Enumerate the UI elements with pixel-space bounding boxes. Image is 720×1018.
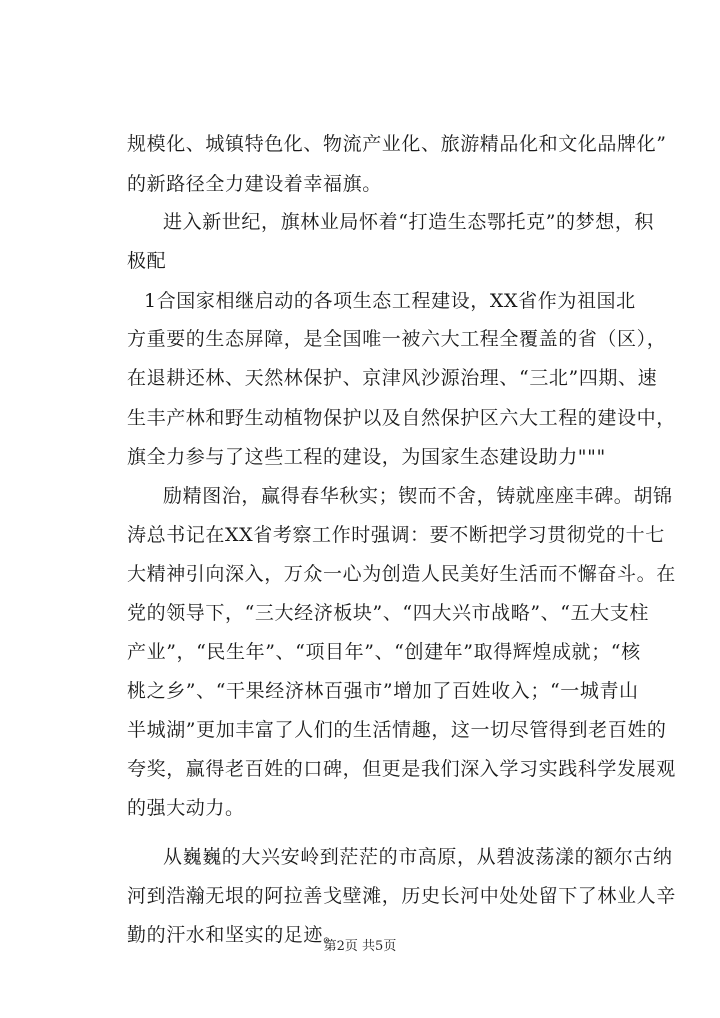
text-line: 河到浩瀚无垠的阿拉善戈壁滩，历史长河中处处留下了林业人辛 xyxy=(127,885,676,907)
paragraph-start-line: 从巍巍的大兴安岭到茫茫的市高原，从碧波荡漾的额尔古纳 xyxy=(163,846,673,868)
text-line: 生丰产林和野生动植物保护以及自然保护区六大工程的建设中， xyxy=(127,407,676,429)
text-line: 勤的汗水和坚实的足迹。 xyxy=(127,924,343,946)
text-line: 规模化、城镇特色化、物流产业化、旅游精品化和文化品牌化” xyxy=(127,133,667,155)
paragraph-start-line: 1合国家相继启动的各项生态工程建设，XX省作为祖国北 xyxy=(144,290,636,312)
text-line: 党的领导下，“三大经济板块”、“四大兴市战略”、“五大支柱 xyxy=(127,602,649,624)
text-line: 半城湖”更加丰富了人们的生活情趣，这一切尽管得到老百姓的 xyxy=(127,719,667,741)
paragraph-start-line: 励精图治，赢得春华秋实；锲而不舍，铸就座座丰碑。胡锦 xyxy=(163,485,673,507)
text-line: 桃之乡”、“干果经济林百强市”增加了百姓收入；“一城青山 xyxy=(127,680,639,702)
text-line: 产业”，“民生年”、“项目年”、“创建年”取得辉煌成就；“核 xyxy=(127,641,641,663)
text-line: 的新路径全力建设着幸福旗。 xyxy=(127,173,382,195)
text-line: 涛总书记在XX省考察工作时强调：要不断把学习贯彻党的十七 xyxy=(127,524,665,546)
text-line: 方重要的生态屏障，是全国唯一被六大工程全覆盖的省（区）， xyxy=(127,328,667,350)
text-line: 旗全力参与了这些工程的建设，为国家生态建设助力""" xyxy=(127,446,606,468)
page-number: 第2页 共5页 xyxy=(323,939,397,954)
text-line: 大精神引向深入，万众一心为创造人民美好生活而不懈奋斗。在 xyxy=(127,563,676,585)
text-line: 夸奖，赢得老百姓的口碑，但更是我们深入学习实践科学发展观 xyxy=(127,758,676,780)
text-line: 极配 xyxy=(127,250,167,272)
paragraph-start-line: 进入新世纪，旗林业局怀着“打造生态鄂托克”的梦想，积 xyxy=(163,211,655,233)
text-line: 在退耕还林、天然林保护、京津风沙源治理、“三北”四期、速 xyxy=(127,367,658,389)
text-line: 的强大动力。 xyxy=(127,797,245,819)
